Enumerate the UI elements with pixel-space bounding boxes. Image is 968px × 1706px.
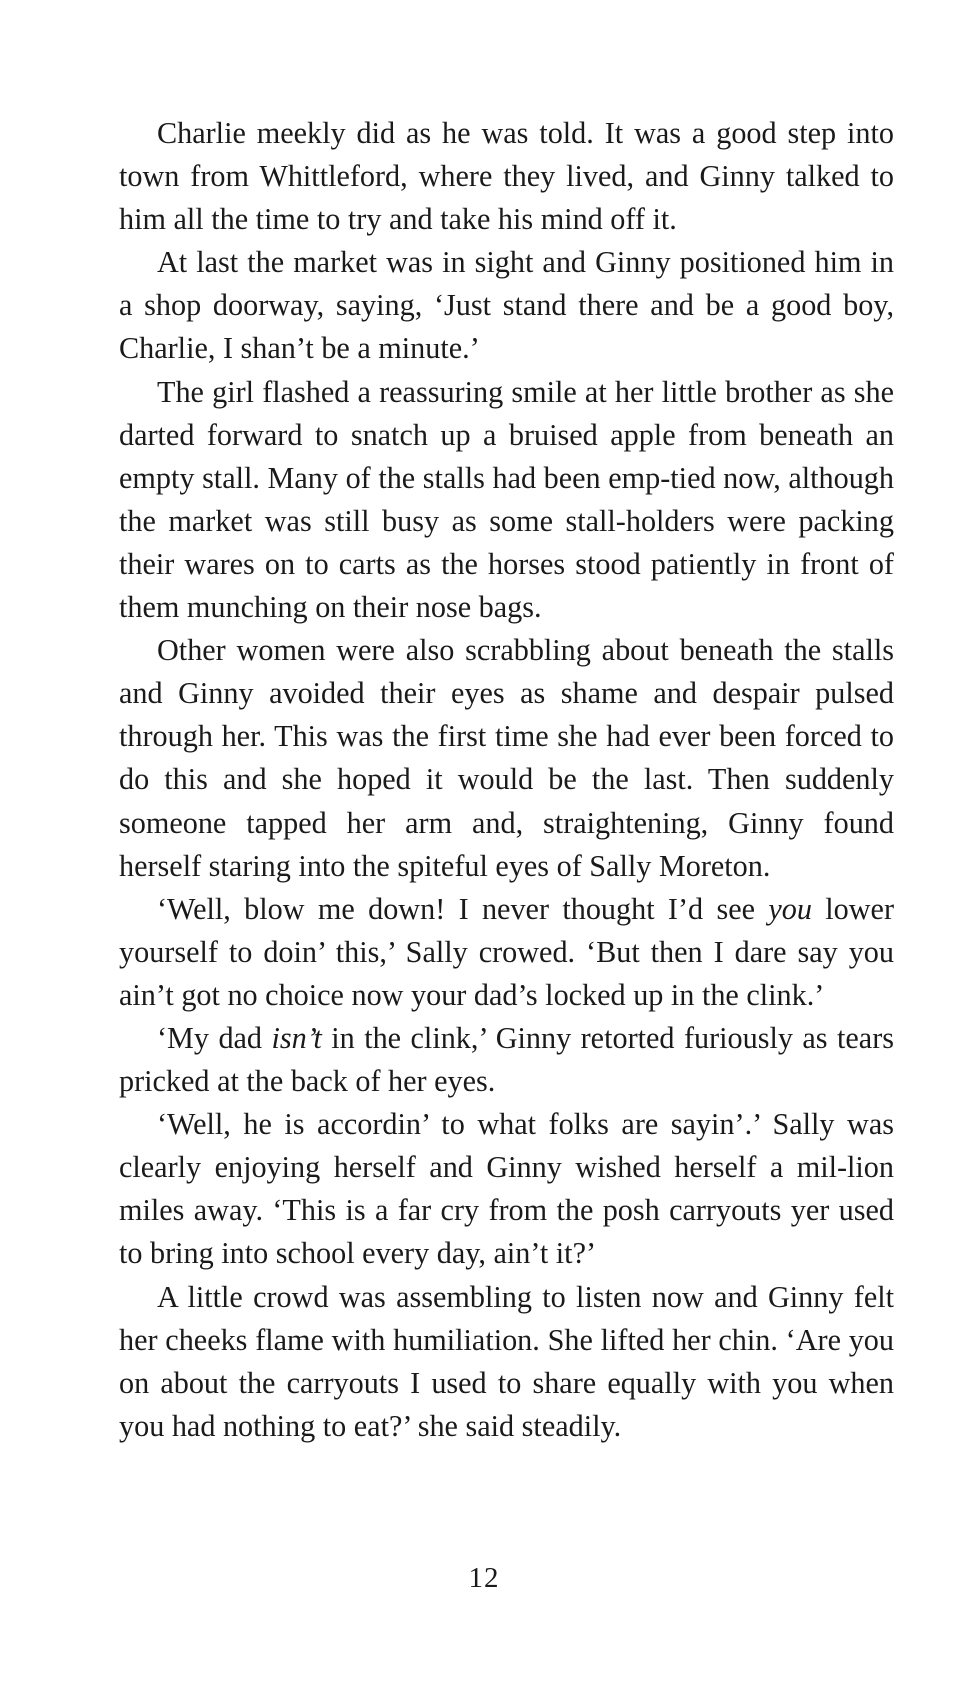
paragraph-4 bbox=[119, 629, 894, 888]
paragraph-2 bbox=[119, 241, 894, 370]
paragraph-5 bbox=[119, 888, 894, 1017]
italic-text: isn’t bbox=[271, 1020, 322, 1055]
text-run: The girl flashed a reassuring smile at her little brother as she darted forward to snatch up a bruised apple from beneath an empty stall. Many of the stalls had been emp-​tied now, although the market was still busy as some stall-holders were packing their wares on to carts as the horses stood patiently in front of them munching on their nose bags. bbox=[119, 374, 894, 625]
book-page-body bbox=[119, 112, 894, 1448]
paragraph-7 bbox=[119, 1103, 894, 1275]
text-run: ‘Well, blow me down! I never thought I’d see bbox=[157, 891, 769, 926]
text-run: At last the market was in sight and Ginny positioned him in a shop doorway, saying, ‘Just stand there and be a good boy, Charlie, I shan’t be a minute.’ bbox=[119, 245, 894, 366]
italic-text: you bbox=[768, 891, 812, 926]
text-run: ‘Well, he is accordin’ to what folks are sayin’.’ Sally was clearly enjoying herself and Ginny wished herself a mil-​lion miles away. ‘This is a far cry from the posh carryouts yer used to bring into school every day, ain’t it?’ bbox=[119, 1107, 894, 1271]
text-run: lower yourself to doin’ this,’ Sally crowed. ‘But then I dare say you ain’t got no choice now your dad’s locked up in the clink.’ bbox=[119, 891, 895, 1012]
paragraph-6 bbox=[119, 1017, 894, 1103]
paragraph-1 bbox=[119, 112, 894, 241]
text-run: ‘My dad bbox=[157, 1020, 272, 1055]
paragraph-3 bbox=[119, 371, 894, 630]
text-run: Other women were also scrabbling about beneath the stalls and Ginny avoided their eyes as shame and despair pulsed through her. This was the first time she had ever been forced to do this and she hoped it would be the last. Then suddenly someone tapped her arm and, straightening, Ginny found herself staring into the spiteful eyes of Sally Moreton. bbox=[119, 633, 894, 883]
text-run: Charlie meekly did as he was told. It was a good step into town from Whittleford, where they lived, and Ginny talked to him all the time to try and take his mind off it. bbox=[119, 116, 894, 237]
text-run: A little crowd was assembling to listen now and Ginny felt her cheeks flame with humiliation. She lifted her chin. ‘Are you on about the carryouts I used to share equally with you when you had nothing to eat?’ she said steadily. bbox=[119, 1279, 894, 1443]
paragraph-8 bbox=[119, 1276, 894, 1448]
page-number: 12 bbox=[468, 1562, 500, 1594]
text-run: in the clink,’ Ginny retorted furiously as tears pricked at the back of her eyes. bbox=[119, 1020, 894, 1099]
